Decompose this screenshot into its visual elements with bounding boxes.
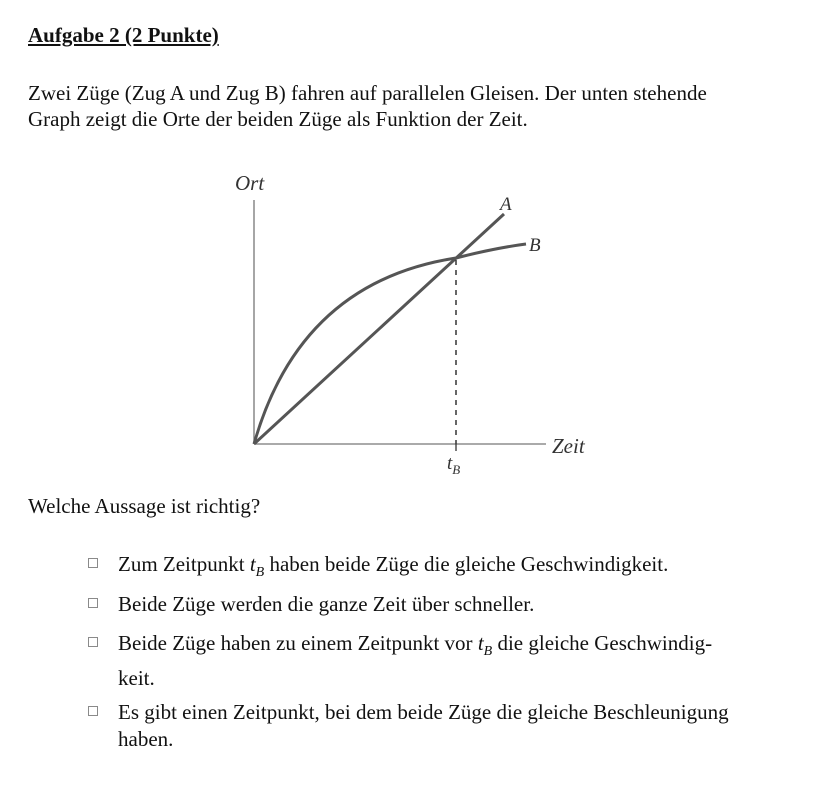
option-2-line: Beide Züge werden die ganze Zeit über schneller. (118, 592, 535, 616)
option-4-checkbox[interactable] (88, 706, 98, 716)
label-train-a: A (500, 194, 512, 215)
option-3-post: die gleiche Geschwindig- (492, 631, 713, 655)
option-1-text (118, 551, 810, 586)
question-text: Welche Aussage ist richtig? (28, 494, 261, 518)
curve-train-b (254, 244, 526, 444)
label-train-b: B (529, 235, 541, 256)
option-1-pre: Zum Zeitpunkt (118, 552, 250, 576)
x-axis-label: Zeit (552, 434, 585, 458)
tb-subscript: B (452, 462, 461, 477)
option-4-line-1: Es gibt einen Zeitpunkt, bei dem beide Züge die gleiche Beschleunigung (118, 700, 729, 724)
tb-t: t (447, 453, 453, 474)
option-2-checkbox[interactable] (88, 598, 98, 608)
option-4-text (118, 699, 810, 753)
tb-tick-label (447, 453, 460, 477)
option-3-line-2: keit. (118, 666, 155, 691)
option-3-t: t (477, 631, 484, 655)
option-3-checkbox[interactable] (88, 637, 98, 647)
option-3-pre: Beide Züge haben zu einem Zeitpunkt vor (118, 631, 478, 655)
option-2-text (118, 591, 810, 618)
option-1-post: haben beide Züge die gleiche Geschwindigkeit. (264, 552, 669, 576)
y-axis-label: Ort (235, 171, 265, 195)
description-line-2: Graph zeigt die Orte der beiden Züge als Funktion der Zeit. (28, 107, 528, 131)
line-train-a (254, 214, 504, 444)
task-title: Aufgabe 2 (2 Punkte) (28, 23, 219, 47)
option-1-t: t (249, 552, 256, 576)
option-1-sub: B (255, 565, 265, 581)
option-4-line-2: haben. (118, 727, 174, 751)
option-1-checkbox[interactable] (88, 558, 98, 568)
description-line-1: Zwei Züge (Zug A und Zug B) fahren auf parallelen Gleisen. Der unten stehende (28, 81, 707, 105)
option-3-text (118, 630, 810, 692)
option-3-sub: B (483, 644, 493, 660)
